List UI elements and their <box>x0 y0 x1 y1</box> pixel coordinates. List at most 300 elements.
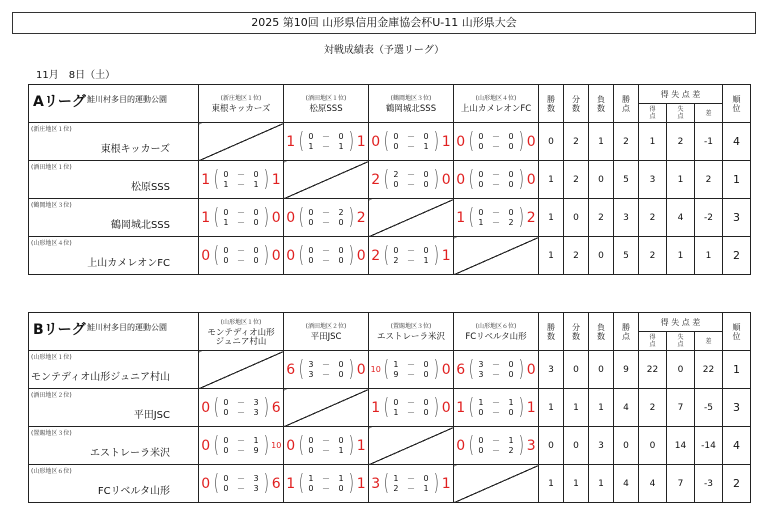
score-box <box>369 356 453 382</box>
half-scores <box>305 360 346 380</box>
score-box <box>369 242 453 268</box>
half-score: 0 － 2 <box>478 445 517 455</box>
stat-goal-diff: -1 <box>695 123 723 161</box>
score-right: 0 <box>441 361 451 378</box>
column-team <box>369 85 454 123</box>
half-score: 1 － 1 <box>223 179 262 189</box>
match-result <box>199 427 284 465</box>
stat-draws: 2 <box>564 237 589 275</box>
paren-right: ) <box>433 242 439 268</box>
score-right: 0 <box>356 361 366 378</box>
self-match-cell <box>454 465 539 503</box>
match-result <box>199 199 284 237</box>
score-box <box>284 204 368 230</box>
match-result <box>454 427 539 465</box>
half-scores <box>305 132 346 152</box>
stat-goal-diff: -3 <box>695 465 723 503</box>
paren-right: ) <box>518 166 524 192</box>
header-label: 順位 <box>732 322 741 341</box>
score-box <box>199 166 283 192</box>
header-gf <box>639 332 667 351</box>
score-box <box>284 470 368 496</box>
team-row <box>29 161 751 199</box>
header-goal-diff <box>639 313 723 332</box>
paren-right: ) <box>348 242 354 268</box>
score-left: 1 <box>201 209 211 226</box>
column-team <box>199 85 284 123</box>
header-label: 勝点 <box>622 322 630 341</box>
header-label: 失点 <box>677 334 684 348</box>
score-box <box>199 242 283 268</box>
half-scores <box>220 246 261 266</box>
paren-left: ( <box>213 432 219 458</box>
team-region: (山形地区６位) <box>475 323 517 330</box>
team-name: エストレーラ米沢 <box>376 332 445 342</box>
header-gf <box>639 104 667 123</box>
score-box <box>369 470 453 496</box>
stat-goal-diff: -5 <box>695 389 723 427</box>
stat-points: 5 <box>614 161 639 199</box>
stat-goals-against: 2 <box>667 123 695 161</box>
stat-goals-for: 3 <box>639 161 667 199</box>
header-label: 失点 <box>677 106 684 120</box>
score-right: 0 <box>271 247 281 264</box>
row-team <box>29 465 199 503</box>
match-result <box>199 389 284 427</box>
paren-left: ( <box>213 470 219 496</box>
self-match-cell <box>199 123 284 161</box>
stat-goals-for: 2 <box>639 237 667 275</box>
stat-draws: 0 <box>564 351 589 389</box>
stat-rank: 3 <box>723 389 751 427</box>
paren-right: ) <box>348 128 354 154</box>
half-scores <box>220 398 261 418</box>
score-right: 2 <box>526 209 536 226</box>
match-result <box>454 351 539 389</box>
half-score: 0 － 3 <box>223 473 262 483</box>
paren-right: ) <box>518 204 524 230</box>
score-box <box>284 356 368 382</box>
team-row <box>29 465 751 503</box>
paren-left: ( <box>213 166 219 192</box>
half-score: 0 － 1 <box>478 435 517 445</box>
stat-draws: 1 <box>564 389 589 427</box>
paren-right: ) <box>348 356 354 382</box>
score-right: 1 <box>441 475 451 492</box>
header-draw <box>564 85 589 123</box>
match-result <box>284 237 369 275</box>
paren-left: ( <box>298 128 304 154</box>
half-score: 0 － 0 <box>393 397 432 407</box>
paren-right: ) <box>263 242 269 268</box>
half-score: 1 － 1 <box>308 473 347 483</box>
match-result <box>454 389 539 427</box>
half-score: 1 － 1 <box>308 141 347 151</box>
league-table-b <box>28 312 751 503</box>
half-score: 3 － 0 <box>308 369 347 379</box>
column-team <box>454 313 539 351</box>
half-scores <box>390 360 431 380</box>
column-team <box>284 85 369 123</box>
stat-goals-against: 1 <box>667 161 695 199</box>
stat-losses: 1 <box>589 123 614 161</box>
team-region: (鶴岡地区３位) <box>31 202 72 209</box>
team-region: (置賜地区３位) <box>390 323 432 330</box>
score-box <box>454 166 538 192</box>
half-score: 0 － 0 <box>478 207 517 217</box>
stat-goals-against: 1 <box>667 237 695 275</box>
half-score: 0 － 0 <box>478 169 517 179</box>
score-right: 10 <box>271 441 282 450</box>
score-box <box>454 356 538 382</box>
stat-rank: 4 <box>723 427 751 465</box>
team-row <box>29 351 751 389</box>
half-score: 1 － 0 <box>393 407 432 417</box>
team-region: (酒田地区２位) <box>31 392 72 399</box>
stat-draws: 2 <box>564 161 589 199</box>
team-row <box>29 199 751 237</box>
score-left: 1 <box>456 399 466 416</box>
half-score: 0 － 1 <box>308 445 347 455</box>
row-team <box>29 389 199 427</box>
paren-right: ) <box>433 356 439 382</box>
stat-goals-for: 22 <box>639 351 667 389</box>
score-right: 6 <box>271 399 281 416</box>
half-scores <box>475 360 516 380</box>
score-left: 0 <box>201 475 211 492</box>
paren-right: ) <box>433 394 439 420</box>
score-right: 0 <box>356 247 366 264</box>
half-score: 0 － 0 <box>393 245 432 255</box>
score-box <box>284 128 368 154</box>
league-header <box>29 313 199 351</box>
half-score: 1 － 2 <box>478 217 517 227</box>
header-goal-diff <box>639 85 723 104</box>
score-box <box>454 394 538 420</box>
self-match-cell <box>199 351 284 389</box>
header-gd <box>695 104 723 123</box>
half-scores <box>220 170 261 190</box>
team-name: 上山カメレオンFC <box>87 258 170 269</box>
score-box <box>454 204 538 230</box>
score-box <box>369 166 453 192</box>
score-box <box>454 128 538 154</box>
league-table-a <box>28 84 751 275</box>
half-score: 0 － 0 <box>223 169 262 179</box>
score-box <box>199 432 283 458</box>
half-score: 0 － 0 <box>308 217 347 227</box>
score-left: 0 <box>456 437 466 454</box>
stat-goals-against: 7 <box>667 389 695 427</box>
paren-right: ) <box>348 432 354 458</box>
header-label: 分数 <box>572 94 580 113</box>
stat-rank: 2 <box>723 237 751 275</box>
stat-wins: 1 <box>539 237 564 275</box>
score-left: 1 <box>456 209 466 226</box>
stat-goal-diff: 2 <box>695 161 723 199</box>
half-scores <box>475 208 516 228</box>
score-right: 1 <box>271 171 281 188</box>
stat-losses: 1 <box>589 389 614 427</box>
paren-right: ) <box>433 166 439 192</box>
paren-left: ( <box>383 394 389 420</box>
half-score: 0 － 1 <box>393 141 432 151</box>
paren-left: ( <box>468 166 474 192</box>
half-score: 0 － 2 <box>308 207 347 217</box>
team-region: (山形地区６位) <box>31 468 72 475</box>
header-label: 勝数 <box>547 322 555 341</box>
paren-left: ( <box>213 204 219 230</box>
half-scores <box>475 132 516 152</box>
stat-rank: 2 <box>723 465 751 503</box>
half-score: 0 － 0 <box>308 245 347 255</box>
score-right: 0 <box>441 171 451 188</box>
half-score: 3 － 0 <box>308 359 347 369</box>
score-right: 6 <box>271 475 281 492</box>
score-right: 3 <box>526 437 536 454</box>
score-left: 0 <box>456 171 466 188</box>
stat-wins: 1 <box>539 199 564 237</box>
match-result <box>284 427 369 465</box>
header-rank <box>723 313 751 351</box>
half-score: 2 － 1 <box>393 255 432 265</box>
half-score: 0 － 0 <box>223 255 262 265</box>
league-name: Aリーグ <box>33 94 86 110</box>
half-score: 2 － 0 <box>393 169 432 179</box>
row-team <box>29 237 199 275</box>
stat-rank: 1 <box>723 161 751 199</box>
match-result <box>199 465 284 503</box>
score-right: 0 <box>441 399 451 416</box>
score-box <box>369 128 453 154</box>
paren-right: ) <box>433 470 439 496</box>
team-region: (山形地区１位) <box>220 318 262 326</box>
venue-name: 鮭川村多目的運動公園 <box>87 95 167 104</box>
stat-wins: 1 <box>539 161 564 199</box>
stat-losses: 0 <box>589 161 614 199</box>
half-score: 0 － 3 <box>223 483 262 493</box>
team-region: (酒田地区２位) <box>305 323 347 330</box>
score-left: 6 <box>286 361 296 378</box>
half-scores <box>390 474 431 494</box>
paren-right: ) <box>263 470 269 496</box>
stat-rank: 4 <box>723 123 751 161</box>
header-gd <box>695 332 723 351</box>
stat-goals-against: 4 <box>667 199 695 237</box>
half-scores <box>475 398 516 418</box>
paren-left: ( <box>298 356 304 382</box>
paren-left: ( <box>468 356 474 382</box>
team-region: (置賜地区３位) <box>31 430 72 437</box>
score-left: 2 <box>371 171 381 188</box>
score-left: 1 <box>286 475 296 492</box>
stat-goals-against: 7 <box>667 465 695 503</box>
stat-points: 3 <box>614 199 639 237</box>
score-right: 0 <box>526 133 536 150</box>
score-right: 1 <box>356 133 366 150</box>
score-left: 0 <box>201 247 211 264</box>
match-result <box>284 465 369 503</box>
team-region: (山形地区４位) <box>31 240 72 247</box>
score-left: 0 <box>201 437 211 454</box>
team-name: 松原SSS <box>309 104 343 114</box>
header-points <box>614 85 639 123</box>
half-score: 9 － 0 <box>393 369 432 379</box>
paren-right: ) <box>518 394 524 420</box>
paren-left: ( <box>298 242 304 268</box>
score-left: 0 <box>371 133 381 150</box>
stat-draws: 1 <box>564 465 589 503</box>
paren-left: ( <box>383 166 389 192</box>
header-label: 差 <box>705 337 712 345</box>
half-score: 0 － 0 <box>223 245 262 255</box>
self-match-cell <box>369 199 454 237</box>
header-win <box>539 313 564 351</box>
half-score: 0 － 0 <box>478 407 517 417</box>
league-header <box>29 85 199 123</box>
row-team <box>29 351 199 389</box>
score-right: 1 <box>356 475 366 492</box>
half-score: 1 － 0 <box>393 359 432 369</box>
half-score: 0 － 0 <box>478 141 517 151</box>
stat-losses: 0 <box>589 237 614 275</box>
half-score: 0 － 0 <box>308 131 347 141</box>
score-left: 0 <box>286 209 296 226</box>
match-result <box>369 161 454 199</box>
column-team <box>369 313 454 351</box>
header-ga <box>667 104 695 123</box>
half-score: 0 － 0 <box>393 131 432 141</box>
half-scores <box>305 436 346 456</box>
tournament-title: 2025 第10回 山形県信用金庫協会杯U-11 山形県大会 <box>12 12 756 34</box>
stat-points: 4 <box>614 389 639 427</box>
stat-goals-for: 1 <box>639 123 667 161</box>
half-score: 0 － 0 <box>478 179 517 189</box>
stat-rank: 3 <box>723 199 751 237</box>
half-scores <box>390 398 431 418</box>
team-name: モンテディオ山形ジュニア村山 <box>31 372 170 383</box>
header-label: 得点 <box>649 334 656 348</box>
team-name: 平田JSC <box>310 332 342 342</box>
half-scores <box>390 132 431 152</box>
stat-goals-for: 0 <box>639 427 667 465</box>
team-region: (山形地区４位) <box>475 95 517 102</box>
half-score: 1 － 0 <box>393 473 432 483</box>
half-scores <box>475 436 516 456</box>
stat-goal-diff: 1 <box>695 237 723 275</box>
header-label: 勝点 <box>622 94 630 113</box>
stat-goals-for: 4 <box>639 465 667 503</box>
team-name: 鶴岡城北SSS <box>385 104 437 114</box>
score-right: 1 <box>441 133 451 150</box>
score-box <box>284 432 368 458</box>
stat-goals-for: 2 <box>639 389 667 427</box>
paren-right: ) <box>348 204 354 230</box>
half-score: 0 － 0 <box>223 207 262 217</box>
team-region: (新庄地区１位) <box>31 126 72 133</box>
row-team <box>29 199 199 237</box>
stat-losses: 0 <box>589 351 614 389</box>
stat-points: 5 <box>614 237 639 275</box>
table-subtitle: 対戦成績表（予選リーグ） <box>323 45 445 56</box>
half-score: 0 － 0 <box>308 435 347 445</box>
header-label: 負数 <box>597 322 605 341</box>
header-label: 順位 <box>732 94 741 113</box>
header-loss <box>589 85 614 123</box>
half-score: 2 － 1 <box>393 483 432 493</box>
team-name: エストレーラ米沢 <box>90 448 170 459</box>
half-scores <box>390 170 431 190</box>
score-right: 1 <box>526 399 536 416</box>
match-result <box>369 465 454 503</box>
stat-rank: 1 <box>723 351 751 389</box>
score-left: 0 <box>286 247 296 264</box>
paren-left: ( <box>213 394 219 420</box>
stat-points: 9 <box>614 351 639 389</box>
score-box <box>369 394 453 420</box>
row-team <box>29 123 199 161</box>
paren-left: ( <box>213 242 219 268</box>
self-match-cell <box>284 389 369 427</box>
header-rank <box>723 85 751 123</box>
team-name: モンテディオ山形 ジュニア村山 <box>207 327 275 347</box>
stat-draws: 2 <box>564 123 589 161</box>
paren-right: ) <box>518 128 524 154</box>
paren-right: ) <box>263 166 269 192</box>
stat-draws: 0 <box>564 199 589 237</box>
stat-wins: 1 <box>539 389 564 427</box>
half-score: 0 － 1 <box>223 435 262 445</box>
team-name: 平田JSC <box>133 410 170 421</box>
paren-left: ( <box>383 128 389 154</box>
team-region: (山形地区１位) <box>31 354 72 361</box>
match-result <box>369 351 454 389</box>
paren-left: ( <box>468 432 474 458</box>
stat-losses: 1 <box>589 465 614 503</box>
score-left: 0 <box>456 133 466 150</box>
half-score: 1 － 0 <box>223 217 262 227</box>
header-draw <box>564 313 589 351</box>
self-match-cell <box>369 427 454 465</box>
score-right: 0 <box>526 361 536 378</box>
match-result <box>454 161 539 199</box>
column-team <box>454 85 539 123</box>
stat-points: 0 <box>614 427 639 465</box>
score-left: 2 <box>371 247 381 264</box>
header-win <box>539 85 564 123</box>
score-right: 2 <box>356 209 366 226</box>
stat-wins: 3 <box>539 351 564 389</box>
column-team <box>199 313 284 351</box>
match-result <box>284 199 369 237</box>
header-ga <box>667 332 695 351</box>
score-left: 3 <box>371 475 381 492</box>
team-name: 上山カメレオンFC <box>460 104 532 114</box>
half-scores <box>390 246 431 266</box>
paren-left: ( <box>383 470 389 496</box>
score-box <box>284 242 368 268</box>
team-region: (鶴岡地区３位) <box>390 95 432 102</box>
stat-goals-against: 0 <box>667 351 695 389</box>
paren-left: ( <box>298 204 304 230</box>
stat-goals-against: 14 <box>667 427 695 465</box>
paren-left: ( <box>383 356 389 382</box>
half-scores <box>475 170 516 190</box>
stat-goal-diff: 22 <box>695 351 723 389</box>
match-date: 11月 8日（土） <box>36 70 116 81</box>
paren-right: ) <box>263 394 269 420</box>
half-scores <box>220 474 261 494</box>
